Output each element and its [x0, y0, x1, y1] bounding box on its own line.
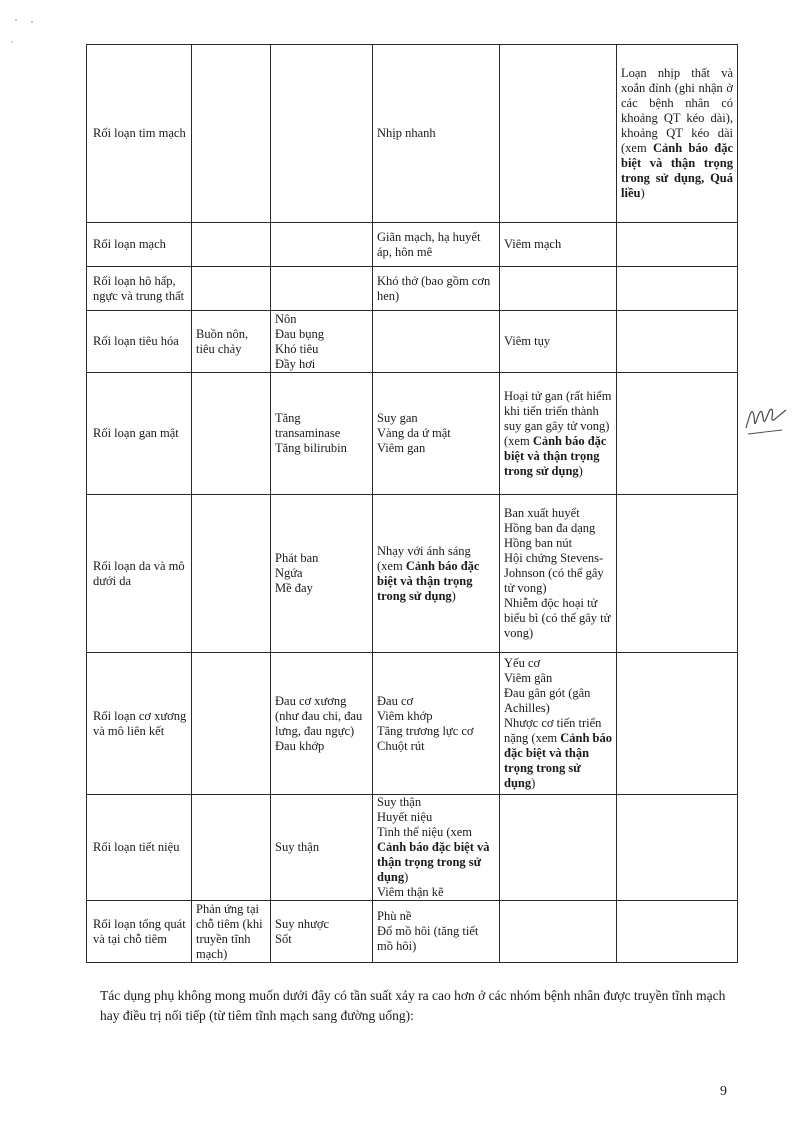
cell-content	[504, 237, 612, 252]
table-row	[87, 901, 738, 963]
frequency-cell-6	[617, 373, 738, 495]
line	[377, 885, 495, 900]
line	[196, 327, 266, 357]
frequency-cell-2	[192, 267, 271, 311]
organ-class-cell	[87, 223, 192, 267]
cell-content	[504, 334, 612, 349]
cell-content	[275, 917, 368, 947]
line	[621, 66, 733, 201]
line	[377, 825, 495, 885]
effect-line: Tinh thể niệu (xem	[377, 825, 473, 839]
frequency-cell-5	[500, 223, 617, 267]
cell-content	[377, 230, 495, 260]
table-row	[87, 495, 738, 653]
effect-line: (xem	[504, 433, 533, 448]
line	[377, 426, 495, 441]
cell-content	[377, 694, 495, 754]
frequency-cell-6	[617, 901, 738, 963]
organ-class-label: Rối loạn gan mật	[93, 426, 179, 440]
organ-class-cell	[87, 795, 192, 901]
effect-line: Viêm gân	[504, 671, 553, 685]
cell-content	[504, 389, 612, 479]
line	[275, 917, 368, 932]
effect-line: Viêm tụy	[504, 334, 551, 348]
line	[275, 551, 368, 566]
cell-content	[275, 840, 368, 855]
frequency-cell-6	[617, 653, 738, 795]
line	[504, 686, 612, 716]
line	[504, 596, 612, 641]
organ-class-label: Rối loạn tổng quát và tại chỗ tiêm	[93, 916, 186, 946]
table-body	[87, 45, 738, 963]
line	[377, 126, 495, 141]
effect-line: Hoại tử gan (rất hiếm khi tiến triển thành suy gan gây tử vong)	[504, 388, 612, 433]
effect-line: Nhược cơ tiến triển nặng (xem	[504, 716, 602, 745]
line	[377, 411, 495, 426]
effect-line: Vàng da ứ mật	[377, 426, 451, 440]
frequency-cell-6	[617, 223, 738, 267]
effect-line: Viêm thận kẽ	[377, 885, 444, 899]
frequency-cell-5	[500, 267, 617, 311]
frequency-cell-3	[271, 223, 373, 267]
page-number: 9	[720, 1084, 727, 1099]
frequency-cell-4	[373, 45, 500, 223]
line	[196, 902, 266, 962]
line	[275, 357, 368, 372]
effect-line: Sốt	[275, 931, 292, 946]
effect-line: Đau bụng	[275, 326, 324, 341]
organ-class-cell	[87, 495, 192, 653]
frequency-cell-4	[373, 373, 500, 495]
organ-class-cell	[87, 267, 192, 311]
frequency-note: Tác dụng phụ không mong muốn dưới đây có tần suất xảy ra cao hơn ở các nhóm bệnh nhân được truyền tĩnh mạch hay điều trị nối tiếp (từ tiêm tĩnh mạch sang đường uống):	[100, 987, 726, 1023]
line	[504, 334, 612, 349]
line	[275, 932, 368, 947]
effect-line: Ban xuất huyết	[504, 506, 580, 520]
frequency-cell-4	[373, 267, 500, 311]
frequency-cell-3	[271, 495, 373, 653]
line	[377, 230, 495, 260]
line	[275, 312, 368, 327]
frequency-cell-5	[500, 45, 617, 223]
line	[275, 739, 368, 754]
organ-class-label: Rối loạn tiêu hóa	[93, 334, 179, 348]
cell-content	[275, 694, 368, 754]
frequency-cell-5	[500, 653, 617, 795]
line	[504, 434, 612, 479]
line	[377, 709, 495, 724]
frequency-cell-5	[500, 795, 617, 901]
line	[377, 909, 495, 924]
frequency-cell-6	[617, 795, 738, 901]
table-row	[87, 223, 738, 267]
effect-line: Phù nề	[377, 909, 412, 923]
cell-content	[275, 551, 368, 596]
effect-line: Yếu cơ	[504, 656, 541, 670]
line	[377, 441, 495, 456]
effect-line: Đổ mồ hôi (tăng tiết mồ hôi)	[377, 924, 479, 953]
line	[377, 795, 495, 810]
effect-line: Hồng ban đa dạng	[504, 521, 596, 535]
line	[504, 716, 612, 791]
adverse-effects-table	[86, 44, 738, 963]
effect-line: )	[404, 870, 409, 884]
line	[504, 656, 612, 671]
effect-line: Tăng transaminase	[275, 411, 341, 440]
line	[504, 521, 612, 536]
organ-class-cell	[87, 373, 192, 495]
reference-bold: Cảnh báo đặc biệt và thận trọng trong sử dụng	[377, 558, 480, 603]
frequency-cell-6	[617, 267, 738, 311]
effect-line: Nhiễm độc hoại tử biểu bì (có thể gây tử vong)	[504, 596, 611, 640]
frequency-cell-3	[271, 267, 373, 311]
effect-line: Tăng trương lực cơ	[377, 723, 474, 738]
frequency-cell-4	[373, 311, 500, 373]
cell-content	[377, 795, 495, 900]
line	[377, 924, 495, 954]
effect-line: Viêm gan	[377, 441, 426, 455]
frequency-cell-3	[271, 795, 373, 901]
frequency-cell-6	[617, 311, 738, 373]
frequency-cell-2	[192, 653, 271, 795]
frequency-cell-4	[373, 795, 500, 901]
cell-content	[377, 909, 495, 954]
cell-content	[504, 506, 612, 641]
organ-class-cell	[87, 653, 192, 795]
organ-class-label: Rối loạn mạch	[93, 237, 166, 251]
cell-content	[504, 656, 612, 791]
frequency-cell-4	[373, 901, 500, 963]
effect-line: Suy nhược	[275, 916, 330, 931]
table-row	[87, 311, 738, 373]
effect-line: Phản ứng tại chỗ tiêm (khi truyền tĩnh mạch)	[196, 901, 263, 961]
line	[377, 724, 495, 739]
cell-content	[377, 411, 495, 456]
effect-line: Huyết niệu	[377, 810, 433, 824]
line	[275, 840, 368, 855]
effect-line: )	[531, 776, 536, 790]
line	[504, 551, 612, 596]
effect-line: Đầy hơi	[275, 356, 316, 371]
line	[275, 327, 368, 342]
effect-line: )	[451, 588, 456, 603]
cell-content	[275, 411, 368, 456]
organ-class-cell	[87, 311, 192, 373]
effect-line: )	[640, 186, 645, 200]
frequency-cell-2	[192, 373, 271, 495]
effect-line: Nhịp nhanh	[377, 126, 436, 140]
effect-line: Đau cơ xương (như đau chi, đau lưng, đau ngực)	[275, 693, 363, 738]
frequency-cell-5	[500, 311, 617, 373]
organ-class-label: Rối loạn cơ xương và mô liên kết	[93, 708, 187, 738]
frequency-cell-5	[500, 373, 617, 495]
cell-content	[377, 544, 495, 604]
effect-line: Hội chứng Stevens-Johnson (có thể gây tử vong)	[504, 551, 604, 595]
frequency-cell-4	[373, 495, 500, 653]
frequency-cell-2	[192, 223, 271, 267]
effect-line: Suy thận	[275, 840, 320, 854]
table-row	[87, 795, 738, 901]
frequency-cell-3	[271, 311, 373, 373]
frequency-cell-2	[192, 495, 271, 653]
initials-signature	[742, 392, 792, 442]
organ-class-label: Rối loạn hô hấp, ngực và trung thất	[93, 273, 185, 303]
organ-class-label: Rối loạn da và mô dưới da	[93, 558, 185, 588]
line	[377, 274, 495, 304]
frequency-cell-3	[271, 901, 373, 963]
frequency-cell-3	[271, 373, 373, 495]
line	[504, 237, 612, 252]
effect-line: Viêm mạch	[504, 237, 562, 251]
reference-bold: Cảnh báo đặc biệt và thận trọng trong sử dụng	[377, 840, 490, 884]
line	[275, 566, 368, 581]
line	[377, 739, 495, 754]
frequency-cell-3	[271, 653, 373, 795]
effect-line: Suy gan	[377, 411, 418, 425]
frequency-cell-6	[617, 45, 738, 223]
cell-content	[377, 274, 495, 304]
line	[504, 389, 612, 434]
reference-bold: Cảnh báo đặc biệt và thận trọng trong sử dụng, Quá liều	[621, 141, 733, 200]
line	[504, 671, 612, 686]
table-row	[87, 267, 738, 311]
effect-line: Đau cơ	[377, 693, 414, 708]
frequency-cell-5	[500, 901, 617, 963]
effect-line: Tăng bilirubin	[275, 441, 347, 455]
effect-line: Mề đay	[275, 581, 313, 595]
effect-line: Buồn nôn, tiêu chảy	[196, 326, 249, 356]
line	[377, 694, 495, 709]
line	[275, 342, 368, 357]
effect-line: Suy thận	[377, 795, 422, 809]
frequency-cell-2	[192, 795, 271, 901]
line	[377, 544, 495, 604]
effect-line: Khó tiêu	[275, 341, 319, 356]
organ-class-cell	[87, 45, 192, 223]
frequency-cell-2	[192, 45, 271, 223]
frequency-cell-5	[500, 495, 617, 653]
scan-marks	[10, 14, 50, 54]
table-row	[87, 45, 738, 223]
frequency-cell-2	[192, 311, 271, 373]
frequency-cell-3	[271, 45, 373, 223]
effect-line: Chuột rút	[377, 738, 425, 753]
table-row	[87, 373, 738, 495]
frequency-cell-4	[373, 653, 500, 795]
line	[275, 581, 368, 596]
effect-line: )	[578, 463, 583, 478]
effect-line: Nôn	[275, 311, 297, 326]
effect-line: Khó thở (bao gồm cơn hen)	[377, 273, 491, 303]
effect-line: Ngứa	[275, 566, 303, 580]
effect-line: Loạn nhịp thất và xoắn đỉnh (ghi nhận ở các bệnh nhân có khoảng QT kéo dài), khoảng QT kéo dài (xem	[621, 66, 733, 155]
effect-line: Đau gân gót (gân Achilles)	[504, 686, 591, 715]
cell-content	[196, 902, 266, 962]
table-row	[87, 653, 738, 795]
cell-content	[377, 126, 495, 141]
reference-bold: Cảnh báo đặc biệt và thận trọng trong sử dụng	[504, 433, 607, 478]
line	[377, 810, 495, 825]
line	[275, 694, 368, 739]
line	[504, 506, 612, 521]
line	[275, 411, 368, 441]
frequency-cell-4	[373, 223, 500, 267]
line	[275, 441, 368, 456]
line	[504, 536, 612, 551]
organ-class-label: Rối loạn tiết niệu	[93, 840, 180, 854]
cell-content	[621, 66, 733, 201]
effect-line: Viêm khớp	[377, 708, 433, 723]
frequency-cell-6	[617, 495, 738, 653]
reference-bold: Cảnh báo đặc biệt và thận trọng trong sử dụng	[504, 731, 612, 790]
organ-class-label: Rối loạn tim mạch	[93, 126, 186, 140]
cell-content	[196, 327, 266, 357]
effect-line: Hồng ban nút	[504, 536, 573, 550]
effect-line: Giãn mạch, hạ huyết áp, hôn mê	[377, 229, 481, 259]
frequency-cell-2	[192, 901, 271, 963]
effect-line: Phát ban	[275, 551, 319, 565]
organ-class-cell	[87, 901, 192, 963]
effect-line: Đau khớp	[275, 738, 325, 753]
cell-content	[275, 312, 368, 372]
effect-line: Nhạy với ánh sáng (xem	[377, 543, 471, 573]
